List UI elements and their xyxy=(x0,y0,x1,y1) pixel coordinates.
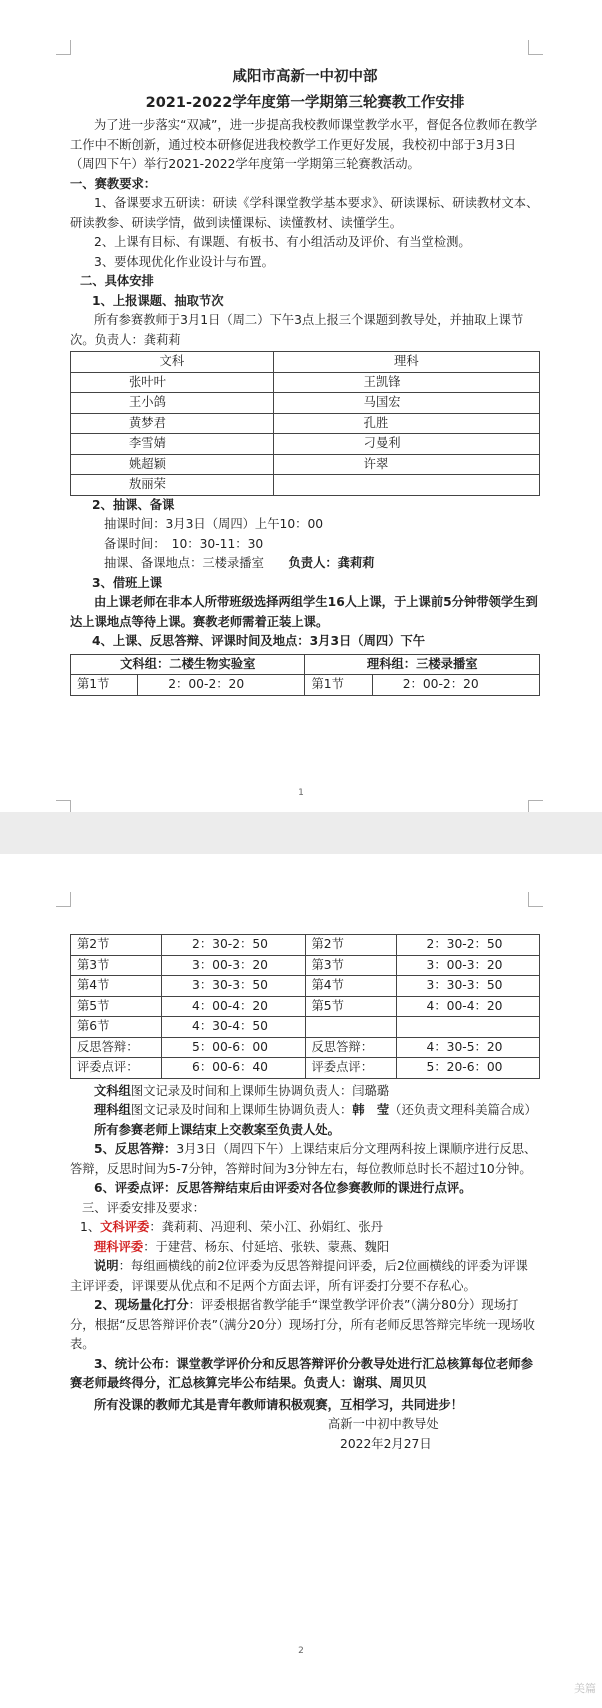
page-2-content xyxy=(70,934,540,1454)
schedule-cell: 反思答辩： xyxy=(305,1037,396,1058)
sub2-line-3 xyxy=(70,554,540,574)
record-wenke xyxy=(70,1082,540,1102)
signature: 高新一中初中教导处 xyxy=(328,1417,439,1431)
sub5-text: 3月3日（周四下午）上课结束后分文理两科按上课顺序进行反思、答辩，反思时间为5-7分钟，答辩时间为3分钟左右，每位教师总时长不超过10分钟。 xyxy=(70,1142,537,1176)
sub2-location: 抽课、备课地点：三楼录播室 xyxy=(104,556,289,570)
teacher-cell: 马国宏 xyxy=(273,393,539,414)
schedule-cell: 反思答辩： xyxy=(71,1037,162,1058)
section2-heading: 二、具体安排 xyxy=(80,274,154,288)
teachers-table xyxy=(70,351,540,496)
schedule-cell: 第5节 xyxy=(71,996,162,1017)
schedule-cell: 评委点评： xyxy=(71,1058,162,1079)
schedule-table-part-2 xyxy=(70,934,540,1079)
table-header-like: 理科 xyxy=(273,352,539,373)
schedule-cell: 4：30-4：50 xyxy=(162,1017,306,1038)
table-row xyxy=(71,1037,540,1058)
section1-heading: 一、赛教要求： xyxy=(70,176,157,191)
table-row xyxy=(71,372,540,393)
schedule-cell: 4：00-4：20 xyxy=(396,996,540,1017)
schedule-cell: 第5节 xyxy=(305,996,396,1017)
teacher-cell: 李雪婧 xyxy=(71,434,274,455)
corner-mark xyxy=(528,40,543,55)
judges-note-label: 说明 xyxy=(94,1259,119,1273)
document-page-1 xyxy=(0,0,602,812)
wenke-judges: 1、文科评委：龚莉莉、冯迎利、荣小江、孙娟红、张丹 xyxy=(80,1220,383,1234)
table-row xyxy=(71,413,540,434)
schedule-cell: 2：30-2：50 xyxy=(396,935,540,956)
schedule-cell: 第4节 xyxy=(305,976,396,997)
section3-heading: 三、评委安排及要求： xyxy=(82,1200,205,1215)
sub5-paragraph xyxy=(70,1140,540,1179)
sub4-heading: 4、上课、反思答辩、评课时间及地点：3月3日（周四）下午 xyxy=(92,634,426,648)
watermark: 美篇 xyxy=(574,1682,596,1695)
scoring-text: ：评委根据省教学能手“课堂教学评价表”（满分80分）现场打分，根据“反思答辩评价表”（满分20分）现场打分，所有老师反思答辩完毕统一现场收表。 xyxy=(70,1298,535,1351)
schedule-cell: 第2节 xyxy=(305,935,396,956)
schedule-cell: 2：00-2：20 xyxy=(372,675,539,696)
schedule-cell: 第1节 xyxy=(305,675,372,696)
sub3-text: 由上课老师在非本人所带班级选择两组学生16人上课，于上课前5分钟带领学生到达上课地点等待上课。赛教老师需着正装上课。 xyxy=(70,595,538,629)
schedule-cell: 第2节 xyxy=(71,935,162,956)
page-1-content xyxy=(70,64,540,696)
scoring-label: 2、现场量化打分 xyxy=(94,1298,189,1312)
schedule-cell: 3：30-3：50 xyxy=(396,976,540,997)
teacher-cell: 王小鸽 xyxy=(71,393,274,414)
handin-note: 所有参赛老师上课结束上交教案至负责人处。 xyxy=(94,1122,340,1137)
like-judges xyxy=(70,1238,540,1258)
schedule-cell: 第4节 xyxy=(71,976,162,997)
schedule-header-wenke: 文科组：二楼生物实验室 xyxy=(71,654,305,675)
judges-note-text: ：每组画横线的前2位评委为反思答辩提问评委，后2位画横线的评委为评课主评评委，评课要从优点和不足两个方面去评，所有评委打分要不存私心。 xyxy=(70,1259,528,1293)
table-row xyxy=(71,1058,540,1079)
section1-item-1: 1、备课要求五研读：研读《学科课堂教学基本要求》、研读课标、研读教材文本、研读教参、研读学情，做到读懂课标、读懂教材、读懂学生。 xyxy=(70,196,539,230)
record-like-label: 理科组 xyxy=(94,1103,131,1117)
judges-note xyxy=(70,1257,540,1296)
teacher-cell: 许翠 xyxy=(273,454,539,475)
section1-item-2: 2、上课有目标、有课题、有板书、有小组活动及评价、有当堂检测。 xyxy=(94,235,471,249)
table-row xyxy=(71,454,540,475)
table-row xyxy=(71,935,540,956)
sub2-line-2: 备课时间： 10：30-11：30 xyxy=(104,536,264,551)
record-like-note: （还负责文理科美篇合成） xyxy=(389,1103,537,1117)
schedule-header-like: 理科组：三楼录播室 xyxy=(305,654,540,675)
schedule-cell: 4：30-5：20 xyxy=(396,1037,540,1058)
table-row xyxy=(71,976,540,997)
record-wenke-label: 文科组 xyxy=(94,1083,131,1098)
sub2-owner: 负责人：龚莉莉 xyxy=(288,556,375,570)
document-title: 2021-2022学年度第一学期第三轮赛教工作安排 xyxy=(145,95,465,111)
document-page-2 xyxy=(0,854,602,1708)
page-separator xyxy=(0,812,602,854)
schedule-cell: 6：00-6：40 xyxy=(162,1058,306,1079)
schedule-cell: 2：00-2：20 xyxy=(138,675,305,696)
record-like-name: 韩 莹 xyxy=(352,1103,390,1117)
teacher-cell: 黄梦君 xyxy=(71,413,274,434)
page-number: 2 xyxy=(298,1646,304,1656)
sub2-heading: 2、抽课、备课 xyxy=(92,497,175,512)
table-row xyxy=(71,1017,540,1038)
schedule-cell: 第1节 xyxy=(71,675,138,696)
sub3-heading: 3、借班上课 xyxy=(92,575,163,590)
teacher-cell: 王凯锋 xyxy=(273,372,539,393)
schedule-cell: 3：30-3：50 xyxy=(162,976,306,997)
sub1-heading: 1、上报课题、抽取节次 xyxy=(92,293,224,308)
sub1-text: 所有参赛教师于3月1日（周二）下午3点上报三个课题到教导处，并抽取上课节次。负责人：龚莉莉 xyxy=(70,313,524,347)
teacher-cell: 敖丽荣 xyxy=(71,475,274,496)
scoring-paragraph xyxy=(70,1296,540,1355)
table-row xyxy=(71,996,540,1017)
teacher-cell xyxy=(273,475,539,496)
like-judges-label: 理科评委 xyxy=(94,1239,144,1254)
schedule-cell xyxy=(396,1017,540,1038)
schedule-cell: 5：20-6：00 xyxy=(396,1058,540,1079)
table-row xyxy=(71,955,540,976)
teacher-cell: 刁曼利 xyxy=(273,434,539,455)
schedule-cell: 第3节 xyxy=(71,955,162,976)
schedule-cell: 4：00-4：20 xyxy=(162,996,306,1017)
teacher-cell: 孔胜 xyxy=(273,413,539,434)
sub2-line-1: 抽课时间：3月3日（周四）上午10：00 xyxy=(104,517,324,531)
intro-paragraph: 为了进一步落实“双减”，进一步提高我校教师课堂教学水平，督促各位教师在教学工作中不断创新，通过校本研修促进我校教学工作更好发展，我校初中部于3月3日（周四下午）举行2021-2022学年度第一学期第三轮赛教活动。 xyxy=(70,118,538,171)
schedule-cell: 3：00-3：20 xyxy=(396,955,540,976)
schedule-cell: 评委点评： xyxy=(305,1058,396,1079)
page-number: 1 xyxy=(298,788,304,798)
schedule-cell: 第3节 xyxy=(305,955,396,976)
schedule-cell: 2：30-2：50 xyxy=(162,935,306,956)
schedule-table-part-1 xyxy=(70,654,540,696)
schedule-cell: 第6节 xyxy=(71,1017,162,1038)
table-row xyxy=(71,434,540,455)
schedule-cell xyxy=(305,1017,396,1038)
closing-line: 所有没课的教师尤其是青年教师请积极观赛，互相学习，共同进步！ xyxy=(94,1397,463,1412)
sub6-paragraph: 6、评委点评：反思答辩结束后由评委对各位参赛教师的课进行点评。 xyxy=(94,1181,472,1195)
like-judges-names: ：于建营、杨东、付延培、张轶、蒙燕、魏阳 xyxy=(143,1239,390,1254)
teacher-cell: 姚超颖 xyxy=(71,454,274,475)
wenke-judges-label: 文科评委 xyxy=(100,1220,150,1234)
corner-mark xyxy=(56,892,71,907)
table-row xyxy=(71,475,540,496)
schedule-cell: 3：00-3：20 xyxy=(162,955,306,976)
table-row xyxy=(71,675,540,696)
record-like-text: 图文记录及时间和上课师生协调负责人： xyxy=(130,1103,353,1117)
record-wenke-text: 图文记录及时间和上课师生协调负责人：闫璐璐 xyxy=(130,1083,390,1098)
table-header-wenke: 文科 xyxy=(71,352,274,373)
wenke-judges-names: ：龚莉莉、冯迎利、荣小江、孙娟红、张丹 xyxy=(149,1220,383,1234)
corner-mark xyxy=(528,892,543,907)
record-like xyxy=(70,1101,540,1121)
school-name: 咸阳市高新一中初中部 xyxy=(232,69,378,85)
sub5-label: 5、反思答辩： xyxy=(94,1142,177,1156)
teacher-cell: 张叶叶 xyxy=(71,372,274,393)
statistics-paragraph: 3、统计公布：课堂教学评价分和反思答辩评价分教导处进行汇总核算每位老师参赛老师最终得分，汇总核算完毕公布结果。负责人：谢琪、周贝贝 xyxy=(70,1356,533,1390)
corner-mark xyxy=(56,40,71,55)
section1-item-3: 3、要体现优化作业设计与布置。 xyxy=(94,254,274,269)
date: 2022年2月27日 xyxy=(340,1436,432,1451)
schedule-cell: 5：00-6：00 xyxy=(162,1037,306,1058)
table-row xyxy=(71,393,540,414)
